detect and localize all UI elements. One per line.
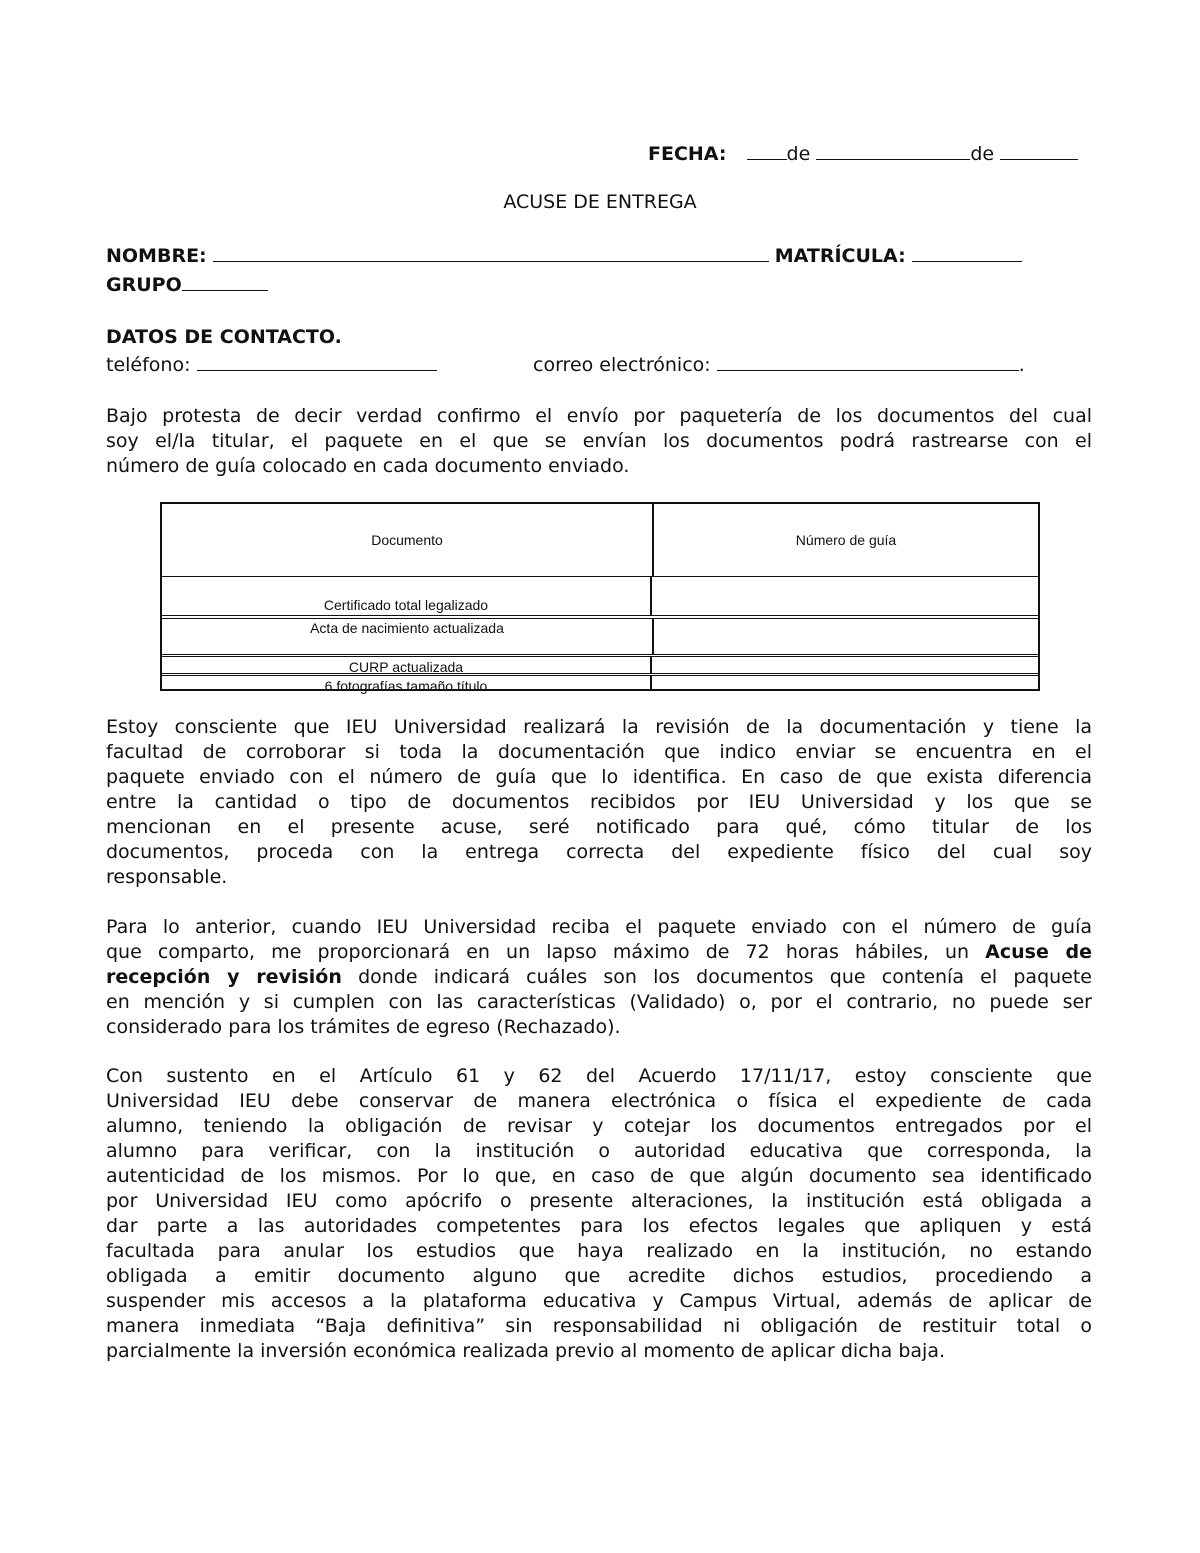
grupo-blank[interactable] [182,272,268,291]
text-segment: Universidad IEU debe conservar de manera electrónica o física el expediente de cada [106,1090,1092,1112]
paragraph-line [106,1164,1092,1189]
paragraph-review [106,715,1092,890]
text-segment: paquete enviado con el número de guía que lo identifica. En caso de que exista diferencia [106,766,1092,788]
text-segment: donde indicará cuáles son los documentos que contenía el paquete [341,966,1092,988]
nombre-line [106,243,1022,267]
paragraph-line [106,965,1092,990]
documento-cell: CURP actualizada [162,657,652,673]
paragraph-line [106,1264,1092,1289]
text-segment: parcialmente la inversión económica realizada previo al momento de aplicar dicha baja. [106,1340,946,1362]
grupo-label: GRUPO [106,274,182,296]
text-segment: suspender mis accesos a la plataforma educativa y Campus Virtual, además de aplicar de [106,1290,1092,1312]
table-row [162,618,1038,655]
contact-heading: DATOS DE CONTACTO. [106,326,342,348]
text-segment: documentos, proceda con la entrega correcta del expediente físico del cual soy [106,841,1092,863]
text-segment: Bajo protesta de decir verdad confirmo el envío por paquetería de los documentos del cual [106,405,1092,427]
paragraph-line [106,865,1092,890]
text-segment: mencionan en el presente acuse, seré notificado para qué, cómo titular de los [106,816,1092,838]
documento-cell: Certificado total legalizado [162,577,652,615]
telefono-label: teléfono: [106,354,191,376]
text-segment: soy el/la titular, el paquete en el que se envían los documentos podrá rastrearse con el [106,430,1092,452]
paragraph-line [106,840,1092,865]
month-blank[interactable] [816,141,970,160]
text-segment: responsable. [106,866,228,888]
nombre-label: NOMBRE: [106,245,207,267]
correo-label: correo electrónico: [533,354,711,376]
paragraph-declaration [106,404,1092,479]
text-segment: alumno, teniendo la obligación de revisar y cotejar los documentos entregados por el [106,1115,1092,1137]
text-segment: considerado para los trámites de egreso (Rechazado). [106,1016,621,1038]
paragraph-line [106,1089,1092,1114]
paragraph-line [106,815,1092,840]
correo-line [533,352,1025,376]
paragraph-line [106,1289,1092,1314]
fecha-line [648,141,1078,165]
matricula-label: MATRÍCULA: [774,245,906,267]
paragraph-line [106,1114,1092,1139]
text-segment: manera inmediata “Baja definitiva” sin responsabilidad ni obligación de restituir total o [106,1315,1092,1337]
text-segment: dar parte a las autoridades competentes para los efectos legales que apliquen y está [106,1215,1092,1237]
header-numero-guia: Número de guía [795,532,897,548]
paragraph-legal [106,1064,1092,1364]
paragraph-line [106,404,1092,429]
text-segment: Estoy consciente que IEU Universidad realizará la revisión de la documentación y tiene la [106,716,1092,738]
nombre-blank[interactable] [213,243,769,262]
documents-table [160,502,1040,694]
paragraph-line [106,1015,1092,1040]
text-segment: en mención y si cumplen con las características (Validado) o, por el contrario, no puede ser [106,991,1092,1013]
guia-cell[interactable] [654,657,1038,673]
paragraph-line [106,790,1092,815]
telefono-line [106,352,437,376]
text-segment: obligada a emitir documento alguno que acredite dichos estudios, procediendo a [106,1265,1092,1287]
year-blank[interactable] [1000,141,1078,160]
table-header-row [162,504,1038,577]
paragraph-line [106,940,1092,965]
guia-cell[interactable] [654,577,1038,615]
telefono-blank[interactable] [197,352,437,371]
paragraph-line [106,990,1092,1015]
text-segment: por Universidad IEU como apócrifo o presente alteraciones, la institución está obligada a [106,1190,1092,1212]
fecha-label: FECHA: [648,143,727,165]
paragraph-receipt [106,915,1092,1040]
grupo-line [106,272,268,296]
correo-blank[interactable] [717,352,1019,371]
table-row [162,675,1038,694]
text-segment: número de guía colocado en cada documento enviado. [106,455,630,477]
de-text: de [786,143,811,165]
documento-cell: Acta de nacimiento actualizada [162,619,654,654]
text-segment: Con sustento en el Artículo 61 y 62 del Acuerdo 17/11/17, estoy consciente que [106,1065,1092,1087]
paragraph-line [106,1314,1092,1339]
paragraph-line [106,454,1092,479]
correo-period: . [1018,354,1025,376]
paragraph-line [106,915,1092,940]
header-documento: Documento [162,504,654,576]
de-text: de [970,143,995,165]
text-segment: que comparto, me proporcionará en un lapso máximo de 72 horas hábiles, un [106,941,986,963]
table-row [162,656,1038,674]
guia-cell[interactable] [654,676,1038,691]
paragraph-line [106,1214,1092,1239]
paragraph-line [106,1139,1092,1164]
guia-cell[interactable] [654,619,1038,654]
text-segment: Para lo anterior, cuando IEU Universidad reciba el paquete enviado con el número de guía [106,916,1092,938]
documento-cell: 6 fotografías tamaño título [162,676,652,691]
matricula-blank[interactable] [912,243,1022,262]
text-segment: alumno para verificar, con la institución o autoridad educativa que corresponda, la [106,1140,1092,1162]
text-segment: entre la cantidad o tipo de documentos recibidos por IEU Universidad y los que se [106,791,1092,813]
text-segment: facultad de corroborar si toda la documentación que indico enviar se encuentra en el [106,741,1092,763]
paragraph-line [106,1189,1092,1214]
text-segment: facultada para anular los estudios que haya realizado en la institución, no estando [106,1240,1092,1262]
bold-text: recepción y revisión [106,966,342,988]
paragraph-line [106,1064,1092,1089]
paragraph-line [106,740,1092,765]
paragraph-line [106,1239,1092,1264]
paragraph-line [106,715,1092,740]
text-segment: autenticidad de los mismos. Por lo que, en caso de que algún documento sea identificado [106,1165,1092,1187]
paragraph-line [106,429,1092,454]
document-title: ACUSE DE ENTREGA [503,191,697,213]
table-row [162,577,1038,616]
day-blank[interactable] [747,141,787,160]
paragraph-line [106,765,1092,790]
bold-text: Acuse de [985,941,1093,963]
paragraph-line [106,1339,1092,1364]
